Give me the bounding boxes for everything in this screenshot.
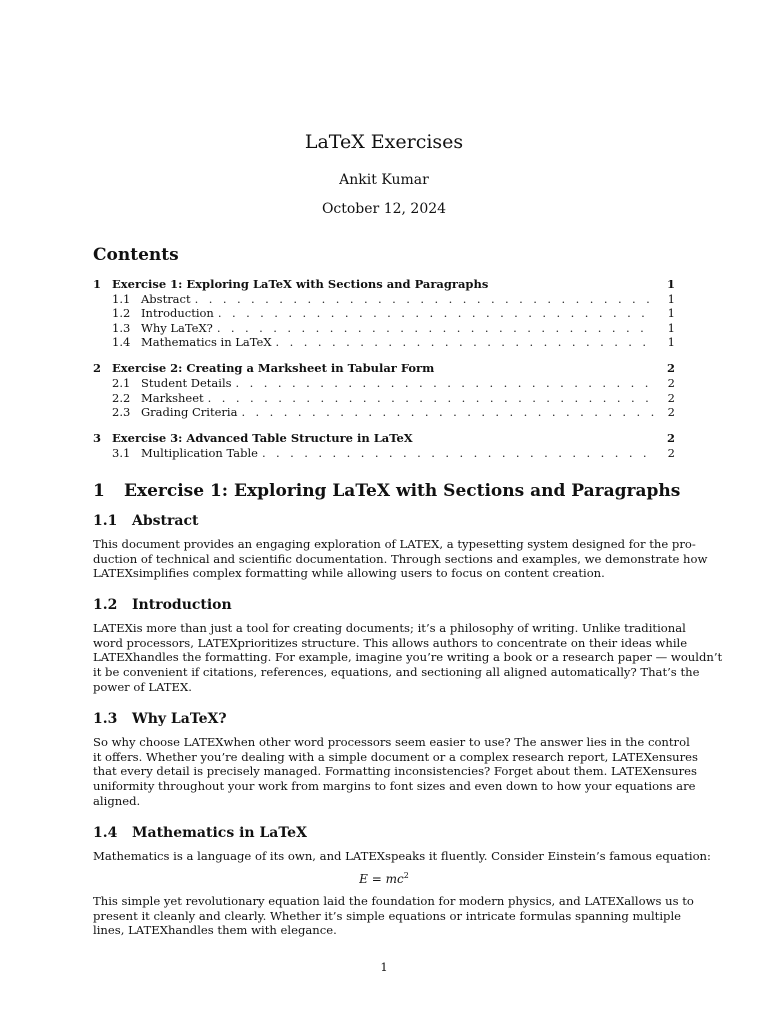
toc-leader-dots [262,446,655,461]
toc-subsection-number: 3.1 [112,445,131,460]
toc-subsection-title: Student Details [141,376,232,391]
paragraph-line: Mathematics is a language of its own, and LATEXspeaks it fluently. Consider Einstein’s famous equation: [93,849,711,863]
toc-subsection-title: Mathematics in LaTeX [141,335,272,350]
toc-subsection-title: Multiplication Table [141,445,258,460]
section-title: Exercise 1: Exploring LaTeX with Sections and Paragraphs [124,481,681,501]
toc-subsection-page: 1 [667,291,675,306]
toc-subsection[interactable] [93,335,675,350]
toc-leader-dots [236,376,655,391]
toc-subsection-number: 1.2 [112,306,131,321]
toc-section-title: Exercise 3: Advanced Table Structure in LaTeX [112,431,413,446]
subsection-title: Abstract [132,513,199,529]
toc-subsection-number: 1.1 [112,291,131,306]
toc-subsection[interactable] [93,306,675,321]
subsection-number: 1.4 [93,825,118,841]
mathematics-paragraph [93,894,694,938]
toc-subsection-page: 1 [667,320,675,335]
contents-heading: Contents [93,245,179,265]
toc-section-title: Exercise 2: Creating a Marksheet in Tabular Form [112,361,435,376]
paragraph-line: it be convenient if citations, references, equations, and sectioning all aligned automatically? That’s the [93,665,700,680]
toc-leader-dots [208,391,655,406]
paragraph-line: present it cleanly and clearly. Whether it’s simple equations or intricate formulas spanning multiple [93,908,682,923]
subsection-number: 1.1 [93,513,118,529]
subsection-title: Introduction [132,597,232,613]
equation [0,871,768,886]
toc-subsection-page: 1 [667,335,675,350]
toc-subsection[interactable] [93,321,675,336]
paragraph-line: LATEXis more than just a tool for creating documents; it’s a philosophy of writing. Unlike traditional [93,621,686,635]
toc-leader-dots [276,335,655,350]
paragraph-line: So why choose LATEXwhen other word processors seem easier to use? The answer lies in the control [93,735,690,749]
toc-subsection-number: 2.3 [112,405,131,420]
paragraph-line: word processors, LATEXprioritizes structure. This allows authors to concentrate on their ideas while [93,635,688,650]
document-author: Ankit Kumar [339,172,429,188]
paragraph-line: that every detail is precisely managed. Formatting inconsistencies? Forget about them. LATEXensures [93,764,697,779]
toc-subsection[interactable] [93,446,675,461]
mathematics-intro [93,849,711,864]
toc-section-number: 3 [93,431,102,446]
introduction-paragraph [93,621,723,694]
toc-leader-dots [217,321,655,336]
page-number: 1 [380,960,388,974]
paragraph-line: This document provides an engaging exploration of LATEX, a typesetting system designed for the pro- [93,537,696,551]
toc-subsection-number: 2.2 [112,390,131,405]
toc-subsection-page: 1 [667,306,675,321]
toc-subsection-title: Why LaTeX? [141,320,213,335]
toc-section-number: 2 [93,361,102,376]
table-of-contents [93,277,675,461]
abstract-paragraph [93,537,708,581]
why-latex-paragraph [93,735,698,808]
equation-body: E = mc [359,872,404,886]
toc-section-page: 1 [666,277,675,291]
toc-subsection[interactable] [93,405,675,420]
toc-subsection-title: Marksheet [141,390,204,405]
toc-subsection-page: 2 [667,376,675,391]
subsection-number: 1.3 [93,711,118,727]
toc-subsection-page: 2 [667,405,675,420]
toc-section-page: 2 [666,431,675,446]
paragraph-line: uniformity throughout your work from margins to font sizes and even down to how your equations are [93,779,696,794]
toc-subsection-title: Abstract [141,291,191,306]
toc-leader-dots [241,405,655,420]
subsection-title: Mathematics in LaTeX [132,825,307,841]
toc-subsection[interactable] [93,292,675,307]
toc-subsection[interactable] [93,391,675,406]
paragraph-line: power of LATEX. [93,679,192,694]
toc-section-number: 1 [93,277,102,291]
toc-section-page: 2 [666,361,675,376]
subsection-number: 1.2 [93,597,118,613]
equation-exponent: 2 [403,871,409,880]
paragraph-line: duction of technical and scientific documentation. Through sections and examples, we demonstrate how [93,551,708,566]
toc-spacer [93,350,675,362]
toc-section[interactable] [93,277,675,292]
paragraph-line: lines, LATEXhandles them with elegance. [93,923,337,938]
toc-leader-dots [195,292,655,307]
toc-subsection-page: 2 [667,390,675,405]
toc-subsection-number: 1.4 [112,335,131,350]
paragraph-line: it offers. Whether you’re dealing with a simple document or a complex research report, LATEXensures [93,749,698,764]
toc-section[interactable] [93,431,675,446]
toc-subsection-title: Introduction [141,306,214,321]
document-date: October 12, 2024 [321,201,447,217]
section-heading [93,481,680,501]
toc-section[interactable] [93,361,675,376]
subsection-heading-introduction [93,597,232,613]
section-number: 1 [93,481,105,501]
paragraph-line: This simple yet revolutionary equation laid the foundation for modern physics, and LATEXallows us to [93,894,694,908]
toc-leader-dots [218,306,655,321]
toc-subsection[interactable] [93,376,675,391]
subsection-heading-why-latex [93,711,227,727]
toc-section-title: Exercise 1: Exploring LaTeX with Sections and Paragraphs [112,277,489,291]
toc-subsection-number: 2.1 [112,376,131,391]
subsection-heading-abstract [93,513,198,529]
toc-subsection-number: 1.3 [112,320,131,335]
subsection-heading-mathematics [93,825,307,841]
paragraph-line: aligned. [93,793,141,808]
toc-subsection-title: Grading Criteria [141,405,238,420]
toc-spacer [93,420,675,432]
paragraph-line: LATEXsimplifies complex formatting while allowing users to focus on content creation. [93,566,605,581]
paragraph-line: LATEXhandles the formatting. For example, imagine you’re writing a book or a research paper — wouldn’t [93,650,723,665]
document-title: LaTeX Exercises [304,131,464,153]
subsection-title: Why LaTeX? [132,711,227,727]
toc-subsection-page: 2 [667,445,675,460]
